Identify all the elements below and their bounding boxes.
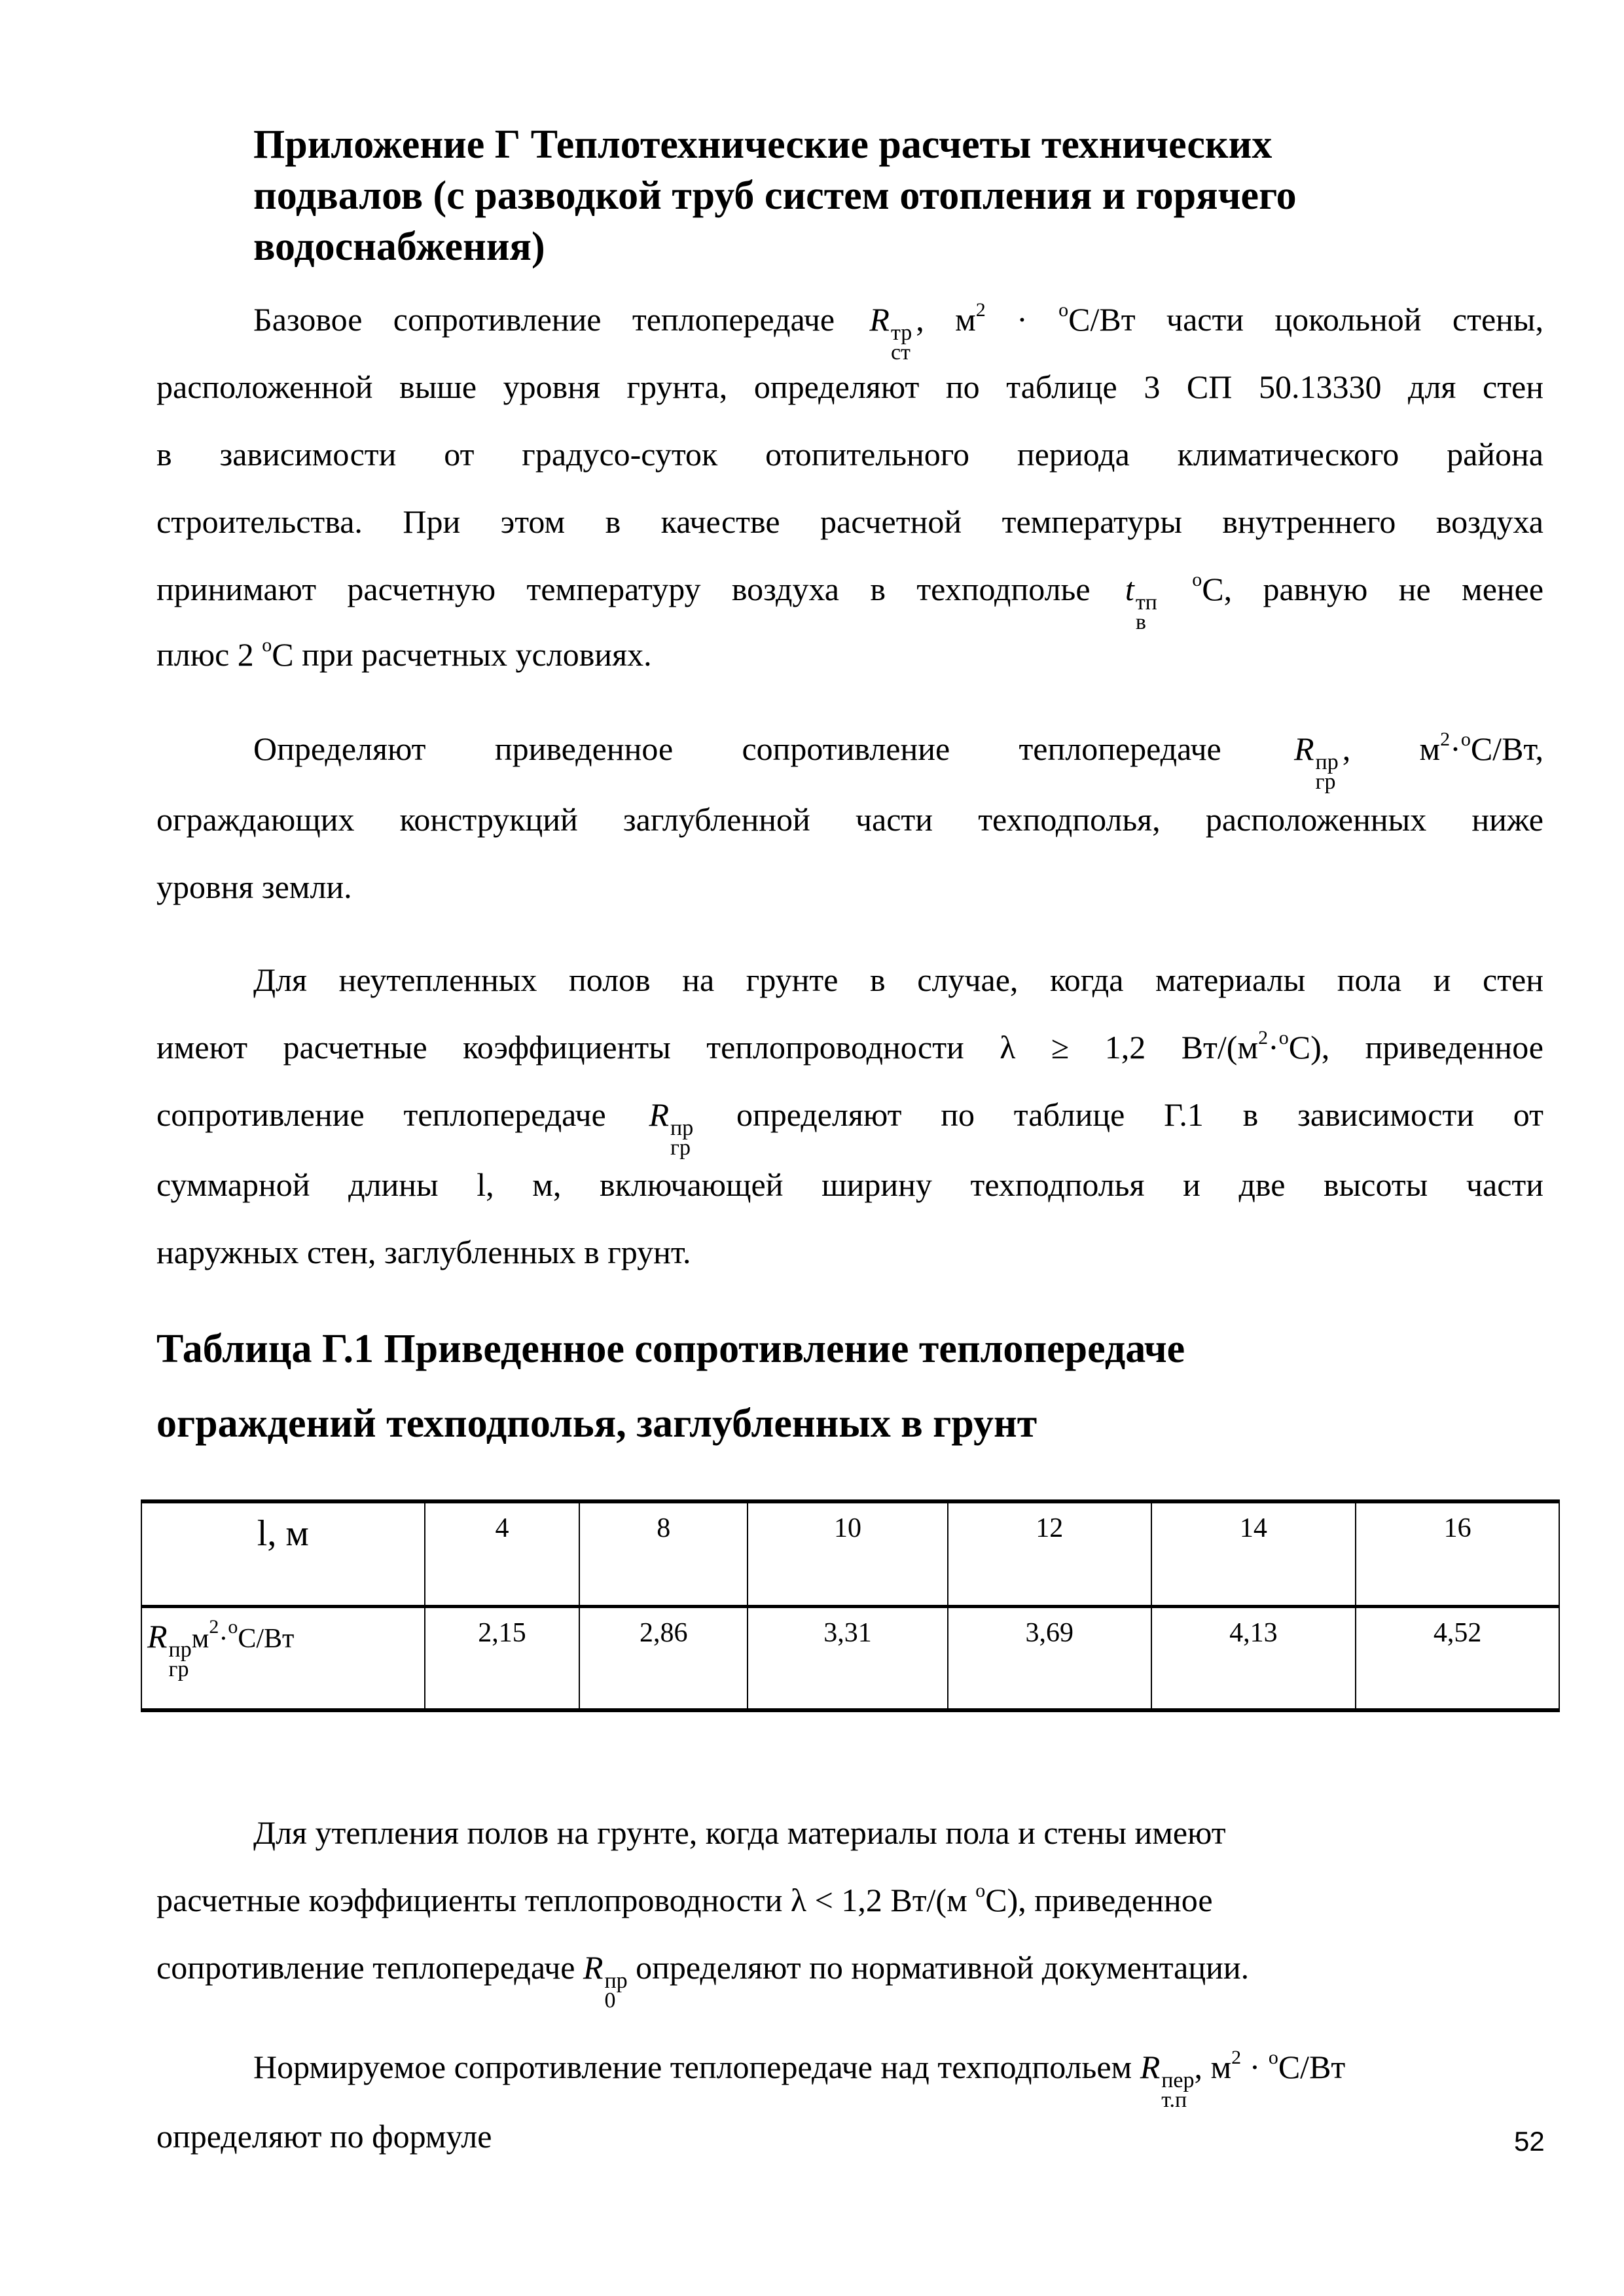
- paragraph-2-line: ограждающих конструкций заглубленной части техподполья, расположенных ниже: [156, 801, 1543, 838]
- paragraph-1-line: расположенной выше уровня грунта, определяют по таблице 3 СП 50.13330 для стен: [156, 368, 1543, 405]
- paragraph-3-line: суммарной длины l, м, включающей ширину техподполья и две высоты части: [156, 1166, 1543, 1203]
- paragraph-3-line: сопротивление теплопередаче R пр гр определяют по таблице Г.1 в зависимости от: [156, 1096, 1544, 1160]
- formula-r-0: R пр 0: [583, 1949, 628, 2013]
- paragraph-5-line: Нормируемое сопротивление теплопередаче над техподпольем R пер т.п , $м^2 \cdot ^oС/Вт$: [253, 2047, 1346, 2112]
- paragraph-1-line: плюс 2 $^o$С при расчетных условиях.: [156, 634, 652, 673]
- paragraph-3-line: Для неутепленных полов на грунте в случае, когда материалы пола и стен: [253, 961, 1543, 998]
- formula-r-gr: R пр гр: [1293, 730, 1339, 794]
- formula-r-gr: R пр гр: [649, 1096, 694, 1160]
- paragraph-4-line: сопротивление теплопередаче R пр 0 определяют по нормативной документации.: [156, 1949, 1250, 2013]
- page-number: 52: [1514, 2126, 1545, 2157]
- table-cell: 2,15: [425, 1607, 580, 1711]
- table-cell: 4,13: [1151, 1607, 1356, 1711]
- table-cell: 16: [1356, 1501, 1559, 1607]
- paragraph-1-line: в зависимости от градусо-суток отопительного периода климатического района: [156, 436, 1543, 473]
- appendix-heading-line-1: Приложение Г Теплотехнические расчеты технических: [253, 122, 1272, 167]
- formula-t-v: t тп в: [1125, 571, 1157, 634]
- table-cell: 3,69: [948, 1607, 1151, 1711]
- table-cell: 12: [948, 1501, 1151, 1607]
- table-cell: 4,52: [1356, 1607, 1559, 1711]
- appendix-heading-line-3: водоснабжения): [253, 224, 545, 269]
- table-cell: 8: [579, 1501, 748, 1607]
- paragraph-2-line: Определяют приведенное сопротивление теплопередаче R пр гр , $м^2\cdot^oС/Вт$,: [253, 728, 1544, 794]
- appendix-heading-line-2: подвалов (с разводкой труб систем отопления и горячего: [253, 173, 1297, 218]
- table-cell: 14: [1151, 1501, 1356, 1607]
- table-row: [141, 1501, 1559, 1607]
- paragraph-1-line: принимают расчетную температуру воздуха в техподполье t тп в $^o$С, равную не менее: [156, 569, 1544, 634]
- paragraph-1-line: Базовое сопротивление теплопередаче R тр ст , $м^2 \cdot ^oС/Вт$ части цокольной стены,: [253, 299, 1543, 365]
- table-cell: 2,86: [579, 1607, 748, 1711]
- paragraph-5-line: определяют по формуле: [156, 2118, 492, 2155]
- paragraph-2-line: уровня земли.: [156, 869, 352, 905]
- paragraph-1-line: строительства. При этом в качестве расчетной температуры внутреннего воздуха: [156, 503, 1543, 540]
- table-cell: 10: [748, 1501, 948, 1607]
- table-title-line-2: ограждений техподполья, заглубленных в грунт: [156, 1401, 1038, 1446]
- paragraph-3-line: наружных стен, заглубленных в грунт.: [156, 1234, 691, 1270]
- resistance-table: [141, 1499, 1560, 1712]
- formula-r-tp: R пер т.п: [1140, 2049, 1195, 2112]
- row-label-resistance: R пр гр $м^2\cdot^oС/Вт$: [141, 1607, 425, 1711]
- table-row: [141, 1607, 1559, 1711]
- table-title-line-1: Таблица Г.1 Приведенное сопротивление теплопередаче: [156, 1327, 1185, 1371]
- table-cell: 3,31: [748, 1607, 948, 1711]
- row-label-length: l, м: [141, 1501, 425, 1607]
- paragraph-4-line: Для утепления полов на грунте, когда материалы пола и стены имеют: [253, 1814, 1226, 1851]
- table-cell: 4: [425, 1501, 580, 1607]
- paragraph-3-line: имеют расчетные коэффициенты теплопроводности λ ≥ 1,2 $Вт/(м^2\cdot^oС)$, приведенное: [156, 1027, 1543, 1066]
- formula-r-st: R тр ст: [869, 301, 912, 365]
- paragraph-4-line: расчетные коэффициенты теплопроводности λ < 1,2 Вт/(м $^o$С), приведенное: [156, 1880, 1213, 1918]
